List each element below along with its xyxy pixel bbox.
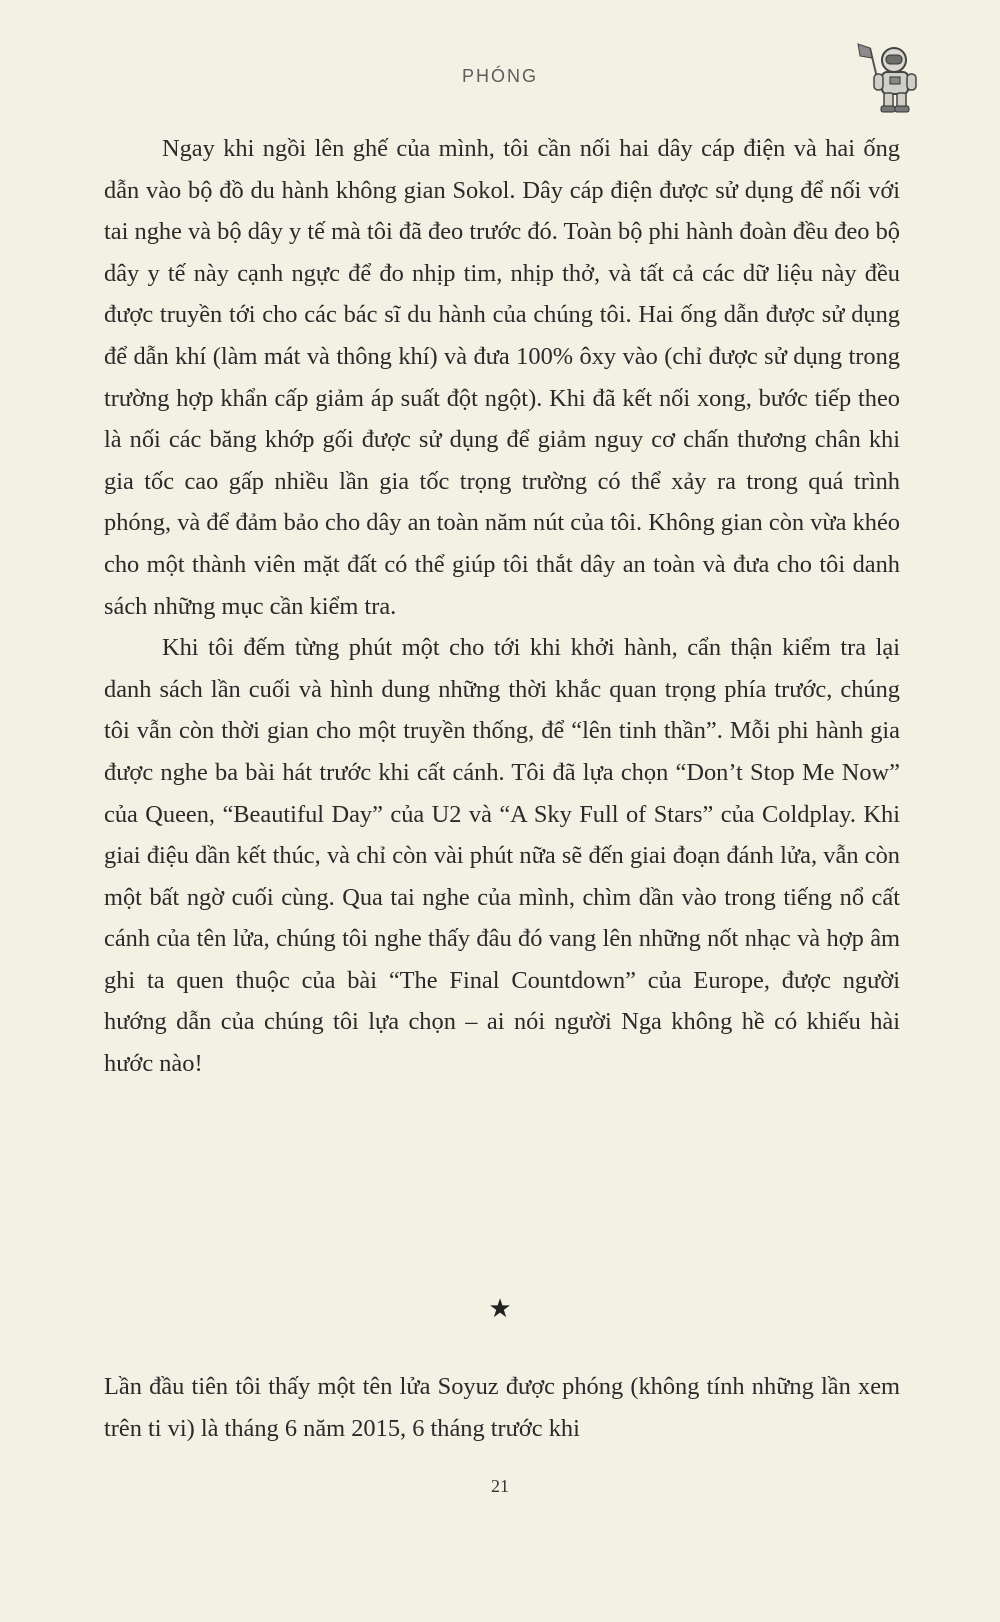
page-number: 21 — [491, 1476, 509, 1496]
paragraph-2: Khi tôi đếm từng phút một cho tới khi khởi hành, cẩn thận kiểm tra lại danh sách lần cuối và hình dung những thời khắc quan trọng phía trước, chúng tôi vẫn còn thời gian cho một truyền thống, để “lên tinh thần”. Mỗi phi hành gia được nghe ba bài hát trước khi cất cánh. Tôi đã lựa chọn “Don’t Stop Me Now” của Queen, “Beautiful Day” của U2 và “A Sky Full of Stars” của Coldplay. Khi giai điệu dần kết thúc, và chỉ còn vài phút nữa sẽ đến giai đoạn đánh lửa, vẫn còn một bất ngờ cuối cùng. Qua tai nghe của mình, chìm dần vào trong tiếng nổ cất cánh của tên lửa, chúng tôi nghe thấy đâu đó vang lên những nốt nhạc và hợp âm ghi ta quen thuộc của bài “The Final Countdown” của Europe, được người hướng dẫn của chúng tôi lựa chọn – ai nói người Nga không hề có khiếu hài hước nào! — [104, 634, 900, 1078]
continuation-text — [104, 1366, 900, 1449]
section-break-star: ★ — [488, 1294, 512, 1323]
running-header: PHÓNG — [461, 66, 538, 86]
paragraph-3: Lần đầu tiên tôi thấy một tên lửa Soyuz được phóng (không tính những lần xem trên ti vi) là tháng 6 năm 2015, 6 tháng trước khi — [104, 1373, 900, 1442]
astronaut-icon — [856, 38, 926, 116]
paragraph-1: Ngay khi ngồi lên ghế của mình, tôi cần nối hai dây cáp điện và hai ống dẫn vào bộ đồ du hành không gian Sokol. Dây cáp điện được sử dụng để nối với tai nghe và bộ dây y tế mà tôi đã đeo trước đó. Toàn bộ phi hành đoàn đều đeo bộ dây y tế này cạnh ngực để đo nhịp tim, nhịp thở, và tất cả các dữ liệu này đều được truyền tới cho các bác sĩ du hành của chúng tôi. Hai ống dẫn được sử dụng để dẫn khí (làm mát và thông khí) và đưa 100% ôxy vào (chỉ được sử dụng trong trường hợp khẩn cấp giảm áp suất đột ngột). Khi đã kết nối xong, bước tiếp theo là nối các băng khớp gối được sử dụng để giảm nguy cơ chấn thương chân khi gia tốc cao gấp nhiều lần gia tốc trọng trường có thể xảy ra trong quá trình phóng, và để đảm bảo cho dây an toàn năm nút của tôi. Không gian còn vừa khéo cho một thành viên mặt đất có thể giúp tôi thắt dây an toàn và đưa cho tôi danh sách những mục cần kiểm tra. — [104, 135, 900, 620]
main-text — [104, 128, 900, 1085]
